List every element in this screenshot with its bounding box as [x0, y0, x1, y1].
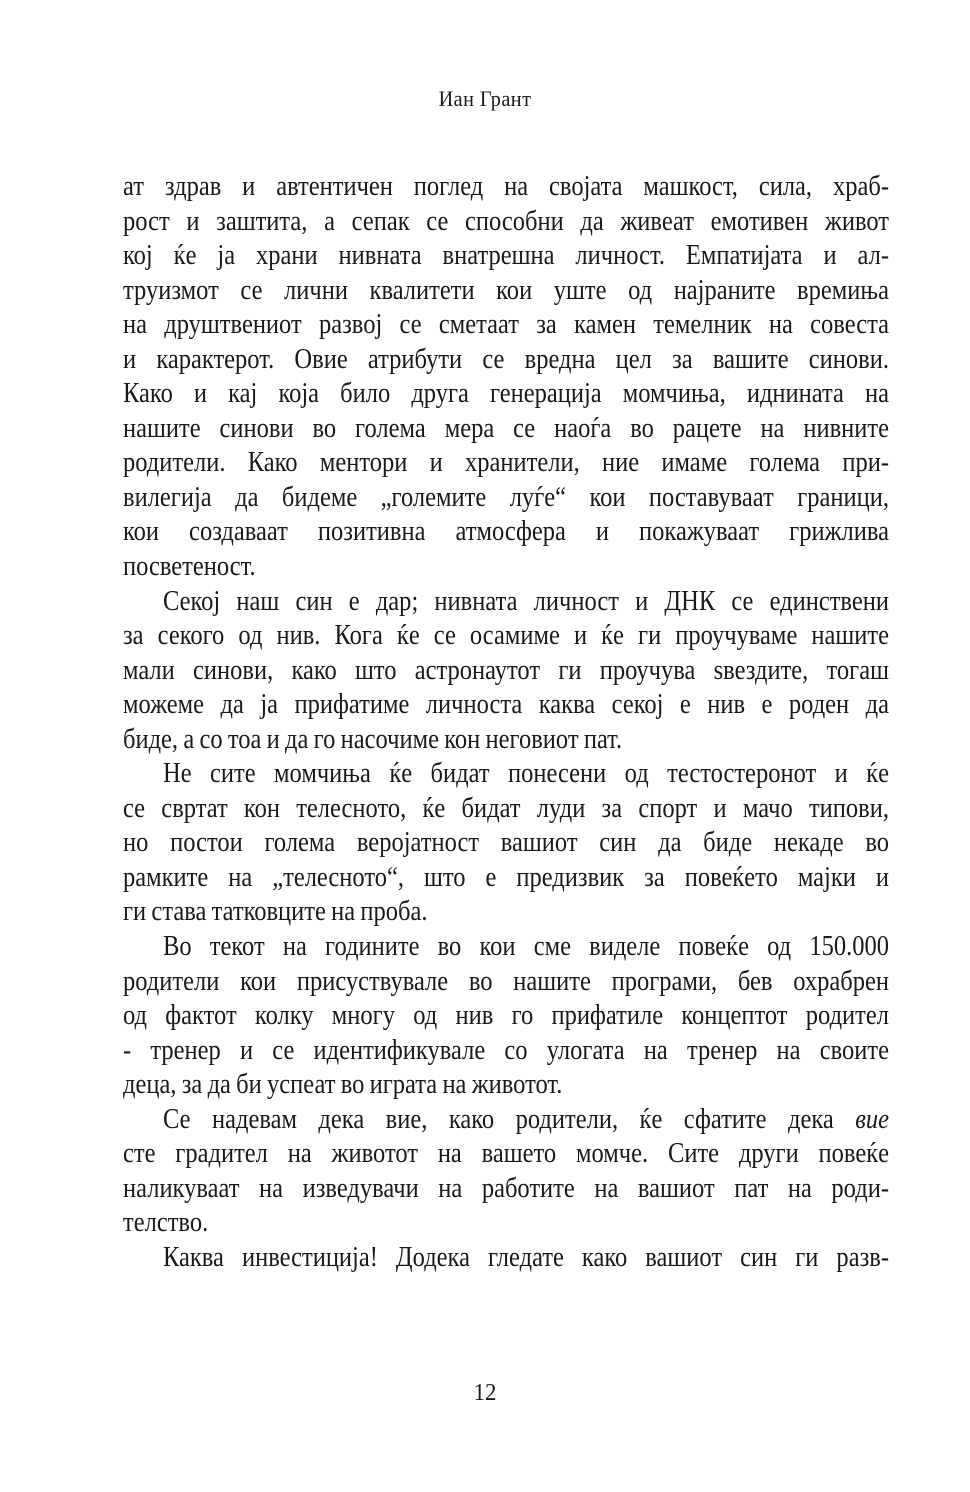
text-line-content: Не сите момчиња ќе бидат понесени од тестостеронот и ќе [162, 758, 889, 790]
text-line-content: родители. Како ментори и хранители, ние имаме голема при- [123, 447, 889, 479]
text-line [123, 239, 889, 274]
text-line-content: труизмот се лични квалитети кои уште од најраните времиња [123, 274, 889, 306]
emphasized-word: вие [855, 1103, 889, 1135]
running-header: Иан Грант [438, 86, 532, 111]
text-line [123, 585, 889, 620]
text-line [123, 1068, 889, 1103]
text-line-content: вилегија да бидеме „големите луѓе“ кои поставуваат граници, [123, 481, 889, 513]
text-line [123, 688, 889, 723]
text-line [123, 274, 889, 309]
text-line [123, 170, 889, 205]
text-line-content: рамките на „телесното“, што е предизвик за повеќето мајки и [123, 861, 889, 893]
text-line [123, 550, 889, 585]
text-line-content: кој ќе ја храни нивната внатрешна личност. Емпатијата и ал- [123, 240, 889, 272]
text-line-content: Каква инвестиција! Додека гледате како вашиот син ги разв- [162, 1241, 889, 1273]
text-line [123, 515, 889, 550]
text-line [123, 757, 889, 792]
text-line-content: - тренер и се идентификувале со улогата на тренер на своите [123, 1034, 889, 1066]
text-line-content: телство. [123, 1207, 209, 1239]
text-line-content: но постои голема веројатност вашиот син да биде некаде во [123, 827, 889, 859]
text-line [123, 446, 889, 481]
paragraph [123, 1241, 889, 1276]
text-line [123, 1172, 889, 1207]
text-line-content: рост и заштита, а сепак се способни да живеат емотивен живот [123, 205, 889, 237]
text-line [123, 965, 889, 1000]
text-line [123, 792, 889, 827]
text-line-content [123, 1103, 889, 1138]
text-line-content: посветеност. [123, 551, 256, 583]
text-line-content: сте градител на животот на вашето момче. Сите други повеќе [123, 1138, 889, 1170]
text-line [123, 619, 889, 654]
text-line-content: Секој наш син е дар; нивната личност и ДНК се единствени [162, 585, 889, 617]
body-text [123, 170, 889, 1276]
text-line [123, 895, 889, 930]
text-line [123, 1103, 889, 1138]
text-line [123, 723, 889, 758]
text-line [123, 481, 889, 516]
text-line-content: од фактот колку многу од нив го прифатиле концептот родител [123, 1000, 889, 1032]
text-line [123, 654, 889, 689]
paragraph [123, 585, 889, 758]
paragraph [123, 930, 889, 1103]
text-line-content: се свртат кон телесното, ќе бидат луди за спорт и мачо типови, [123, 792, 889, 824]
text-line [123, 1206, 889, 1241]
text-line [123, 1137, 889, 1172]
text-line-content: и карактерот. Овие атрибути се вредна цел за вашите синови. [123, 343, 889, 375]
text-line-content: деца, за да би успеат во играта на животот. [123, 1069, 563, 1101]
text-line [123, 826, 889, 861]
text-line [123, 861, 889, 896]
text-line-content: кои создаваат позитивна атмосфера и покажуваат грижлива [123, 516, 889, 548]
text-line-content: ат здрав и автентичен поглед на својата машкост, сила, храб- [123, 171, 889, 202]
text-line-content: биде, а со тоа и да го насочиме кон неговиот пат. [123, 723, 623, 755]
text-line [123, 999, 889, 1034]
text-line-content: Како и кај која било друга генерација момчиња, иднината на [123, 378, 889, 410]
text-line-content: можеме да ја прифатиме личноста каква секој е нив е роден да [123, 689, 889, 721]
text-line-main: Се надевам дека вие, како родители, ќе сфатите дека [162, 1103, 834, 1135]
text-line [123, 308, 889, 343]
text-line [123, 205, 889, 240]
text-line [123, 930, 889, 965]
text-line [123, 412, 889, 447]
text-line-content: Во текот на годините во кои сме виделе повеќе од 150.000 [162, 931, 889, 963]
text-line-content: родители кои присуствувале во нашите програми, бев охрабрен [123, 965, 889, 997]
text-line-content: наликуваат на изведувачи на работите на вашиот пат на роди- [123, 1172, 889, 1204]
text-line-content: за секого од нив. Кога ќе се осамиме и ќе ги проучуваме нашите [123, 620, 889, 652]
text-line [123, 1241, 889, 1276]
paragraph [123, 170, 889, 585]
paragraph [123, 757, 889, 930]
text-line [123, 343, 889, 378]
text-line-content: ги става татковците на проба. [123, 896, 428, 928]
text-line-content: нашите синови во голема мера се наоѓа во рацете на нивните [123, 412, 889, 444]
text-line-content: мали синови, како што астронаутот ги проучува ѕвездите, тогаш [123, 654, 889, 686]
paragraph [123, 1103, 889, 1241]
text-line-content: на друштвениот развој се сметаат за камен темелник на совеста [123, 309, 889, 341]
text-line [123, 1034, 889, 1069]
text-line [123, 377, 889, 412]
page-number: 12 [473, 1380, 497, 1406]
